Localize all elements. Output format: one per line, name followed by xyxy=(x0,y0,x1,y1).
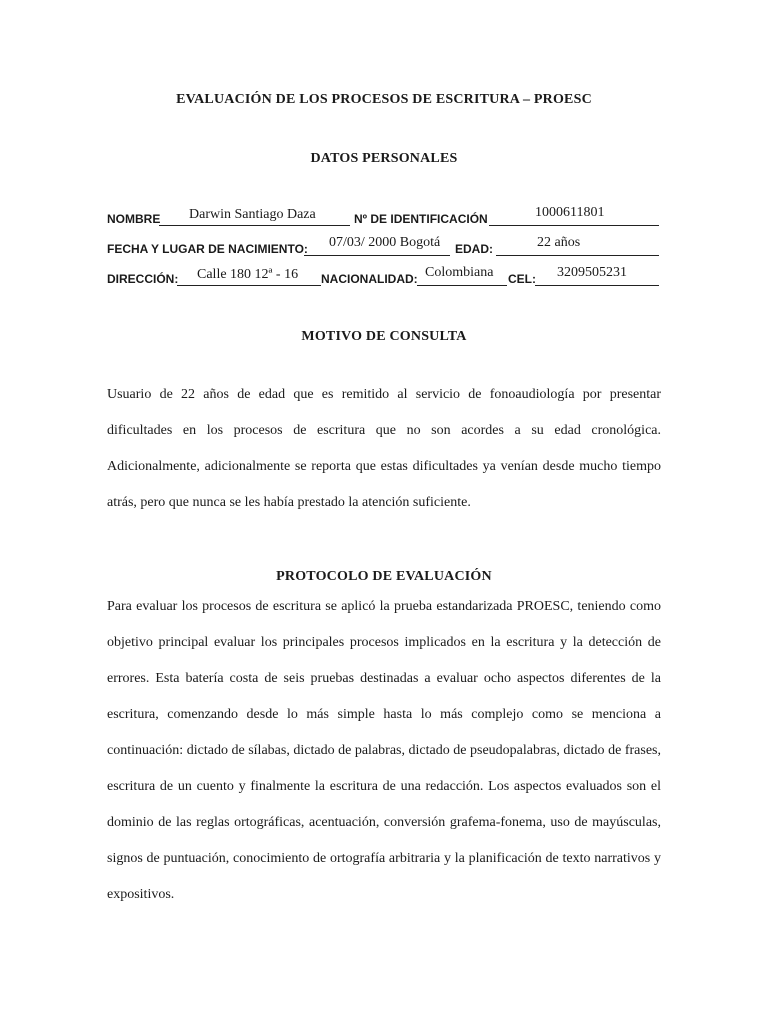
cel-value: 3209505231 xyxy=(557,265,627,280)
age-value: 22 años xyxy=(537,235,581,250)
protocol-heading: PROTOCOLO DE EVALUACIÓN xyxy=(276,569,492,584)
birth-label: FECHA Y LUGAR DE NACIMIENTO: xyxy=(107,242,308,256)
personal-data-heading: DATOS PERSONALES xyxy=(310,151,458,166)
cel-label: CEL: xyxy=(508,272,536,286)
age-label: EDAD: xyxy=(455,242,493,256)
id-value: 1000611801 xyxy=(535,205,605,220)
reason-paragraph: Usuario de 22 años de edad que es remitido al servicio de fonoaudiología por presentar dificultades en los procesos de escritura que no son acordes a su edad cronológica. Adicionalmente, adicionalmente se reporta que estas dificultades ya venían desde mucho tiempo atrás, pero que nunca se les había prestado la atención suficiente. xyxy=(107,387,661,510)
id-underline xyxy=(489,224,659,226)
birth-value: 07/03/ 2000 Bogotá xyxy=(329,235,441,250)
age-underline xyxy=(496,254,659,256)
address-value: Calle 180 12ª - 16 xyxy=(197,267,299,282)
address-row xyxy=(107,264,667,286)
nationality-value: Colombiana xyxy=(425,265,494,280)
name-id-row xyxy=(107,204,667,226)
nationality-label: NACIONALIDAD: xyxy=(321,272,418,286)
birth-underline xyxy=(304,254,450,256)
name-label: NOMBRE xyxy=(107,212,161,226)
cel-underline xyxy=(535,284,659,286)
id-label: Nº DE IDENTIFICACIÓN xyxy=(354,212,488,226)
birth-age-row xyxy=(107,234,667,256)
address-underline xyxy=(177,284,321,286)
name-value: Darwin Santiago Daza xyxy=(189,207,316,222)
document-title: EVALUACIÓN DE LOS PROCESOS DE ESCRITURA – PROESC xyxy=(176,92,592,107)
name-underline xyxy=(159,224,350,226)
reason-heading: MOTIVO DE CONSULTA xyxy=(301,329,467,344)
address-label: DIRECCIÓN: xyxy=(107,272,179,286)
nationality-underline xyxy=(417,284,507,286)
protocol-paragraph: Para evaluar los procesos de escritura se aplicó la prueba estandarizada PROESC, teniendo como objetivo principal evaluar los principales procesos implicados en la escritura y la detección de errores. Esta batería costa de seis pruebas destinadas a evaluar ocho aspectos diferentes de la escritura, comenzando desde lo más simple hasta lo más complejo como se menciona a continuación: dictado de sílabas, dictado de palabras, dictado de pseudopalabras, dictado de frases, escritura de un cuento y finalmente la escritura de una redacción. Los aspectos evaluados son el dominio de las reglas ortográficas, acentuación, conversión grafema-fonema, uso de mayúsculas, signos de puntuación, conocimiento de ortografía arbitraria y la planificación de texto narrativos y expositivos. xyxy=(107,599,661,902)
